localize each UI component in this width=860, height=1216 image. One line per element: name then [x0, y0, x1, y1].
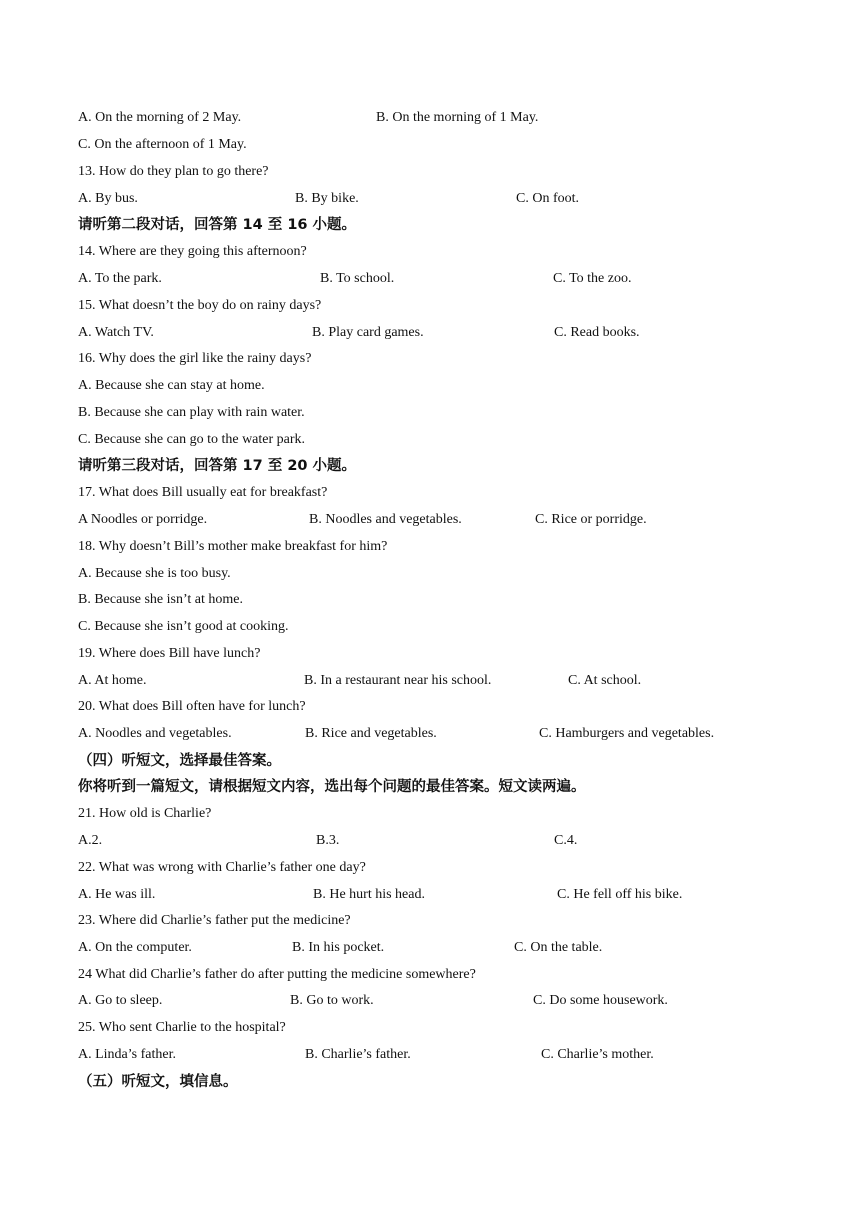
option-b: B.3. [316, 833, 340, 848]
option-c: C. He fell off his bike. [557, 887, 683, 902]
option-c: C. Read books. [554, 325, 640, 340]
section-heading: 请听第三段对话，回答第 17 至 20 小题。 [78, 458, 357, 474]
option-a: A. On the morning of 2 May. [78, 110, 242, 125]
option-a: A. Linda’s father. [78, 1047, 176, 1062]
option-b: B. By bike. [295, 191, 359, 206]
question-15: 15. What doesn’t the boy do on rainy days? [78, 298, 322, 313]
option-c: C.4. [554, 833, 578, 848]
option-b: B. In a restaurant near his school. [304, 673, 492, 688]
section-heading: （四）听短文，选择最佳答案。 [78, 753, 281, 769]
option-line: A. Because she can stay at home. [78, 378, 265, 393]
option-c: C. Hamburgers and vegetables. [539, 726, 715, 741]
option-line: C. On the afternoon of 1 May. [78, 137, 247, 152]
section-heading: （五）听短文，填信息。 [78, 1074, 238, 1090]
question-23: 23. Where did Charlie’s father put the medicine? [78, 913, 351, 928]
option-line: B. Because she can play with rain water. [78, 405, 305, 420]
option-a: A. He was ill. [78, 887, 156, 902]
option-b: B. Noodles and vegetables. [309, 512, 462, 527]
option-a: A. At home. [78, 673, 147, 688]
option-b: B. Charlie’s father. [305, 1047, 411, 1062]
option-b: B. Go to work. [290, 993, 374, 1008]
option-a: A. Go to sleep. [78, 993, 163, 1008]
question-21: 21. How old is Charlie? [78, 806, 212, 821]
section-heading: 请听第二段对话，回答第 14 至 16 小题。 [78, 217, 357, 233]
option-c: C. On the table. [514, 940, 603, 955]
section-instruction: 你将听到一篇短文，请根据短文内容，选出每个问题的最佳答案。短文读两遍。 [78, 779, 586, 795]
option-a: A.2. [78, 833, 103, 848]
option-c: C. Do some housework. [533, 993, 668, 1008]
option-c: C. On foot. [516, 191, 579, 206]
option-a: A. To the park. [78, 271, 162, 286]
question-17: 17. What does Bill usually eat for breakfast? [78, 485, 328, 500]
option-b: B. To school. [320, 271, 395, 286]
option-c: C. Charlie’s mother. [541, 1047, 654, 1062]
option-a: A. On the computer. [78, 940, 192, 955]
option-c: C. Rice or porridge. [535, 512, 647, 527]
option-b: B. Play card games. [312, 325, 424, 340]
option-line: B. Because she isn’t at home. [78, 592, 243, 607]
option-a: A. By bus. [78, 191, 138, 206]
option-a: A. Noodles and vegetables. [78, 726, 232, 741]
question-18: 18. Why doesn’t Bill’s mother make breakfast for him? [78, 539, 388, 554]
question-24: 24 What did Charlie’s father do after putting the medicine somewhere? [78, 967, 476, 982]
option-b: B. Rice and vegetables. [305, 726, 437, 741]
option-b: B. In his pocket. [292, 940, 385, 955]
option-b: B. He hurt his head. [313, 887, 425, 902]
option-line: C. Because she can go to the water park. [78, 432, 306, 447]
question-16: 16. Why does the girl like the rainy days? [78, 351, 312, 366]
question-14: 14. Where are they going this afternoon? [78, 244, 307, 259]
option-c: C. To the zoo. [553, 271, 632, 286]
question-25: 25. Who sent Charlie to the hospital? [78, 1020, 286, 1035]
question-19: 19. Where does Bill have lunch? [78, 646, 261, 661]
option-c: C. At school. [568, 673, 642, 688]
question-22: 22. What was wrong with Charlie’s father one day? [78, 860, 366, 875]
question-13: 13. How do they plan to go there? [78, 164, 269, 179]
question-20: 20. What does Bill often have for lunch? [78, 699, 306, 714]
option-b: B. On the morning of 1 May. [376, 110, 539, 125]
option-a: A Noodles or porridge. [78, 512, 208, 527]
option-line: A. Because she is too busy. [78, 566, 231, 581]
option-line: C. Because she isn’t good at cooking. [78, 619, 289, 634]
option-a: A. Watch TV. [78, 325, 154, 340]
